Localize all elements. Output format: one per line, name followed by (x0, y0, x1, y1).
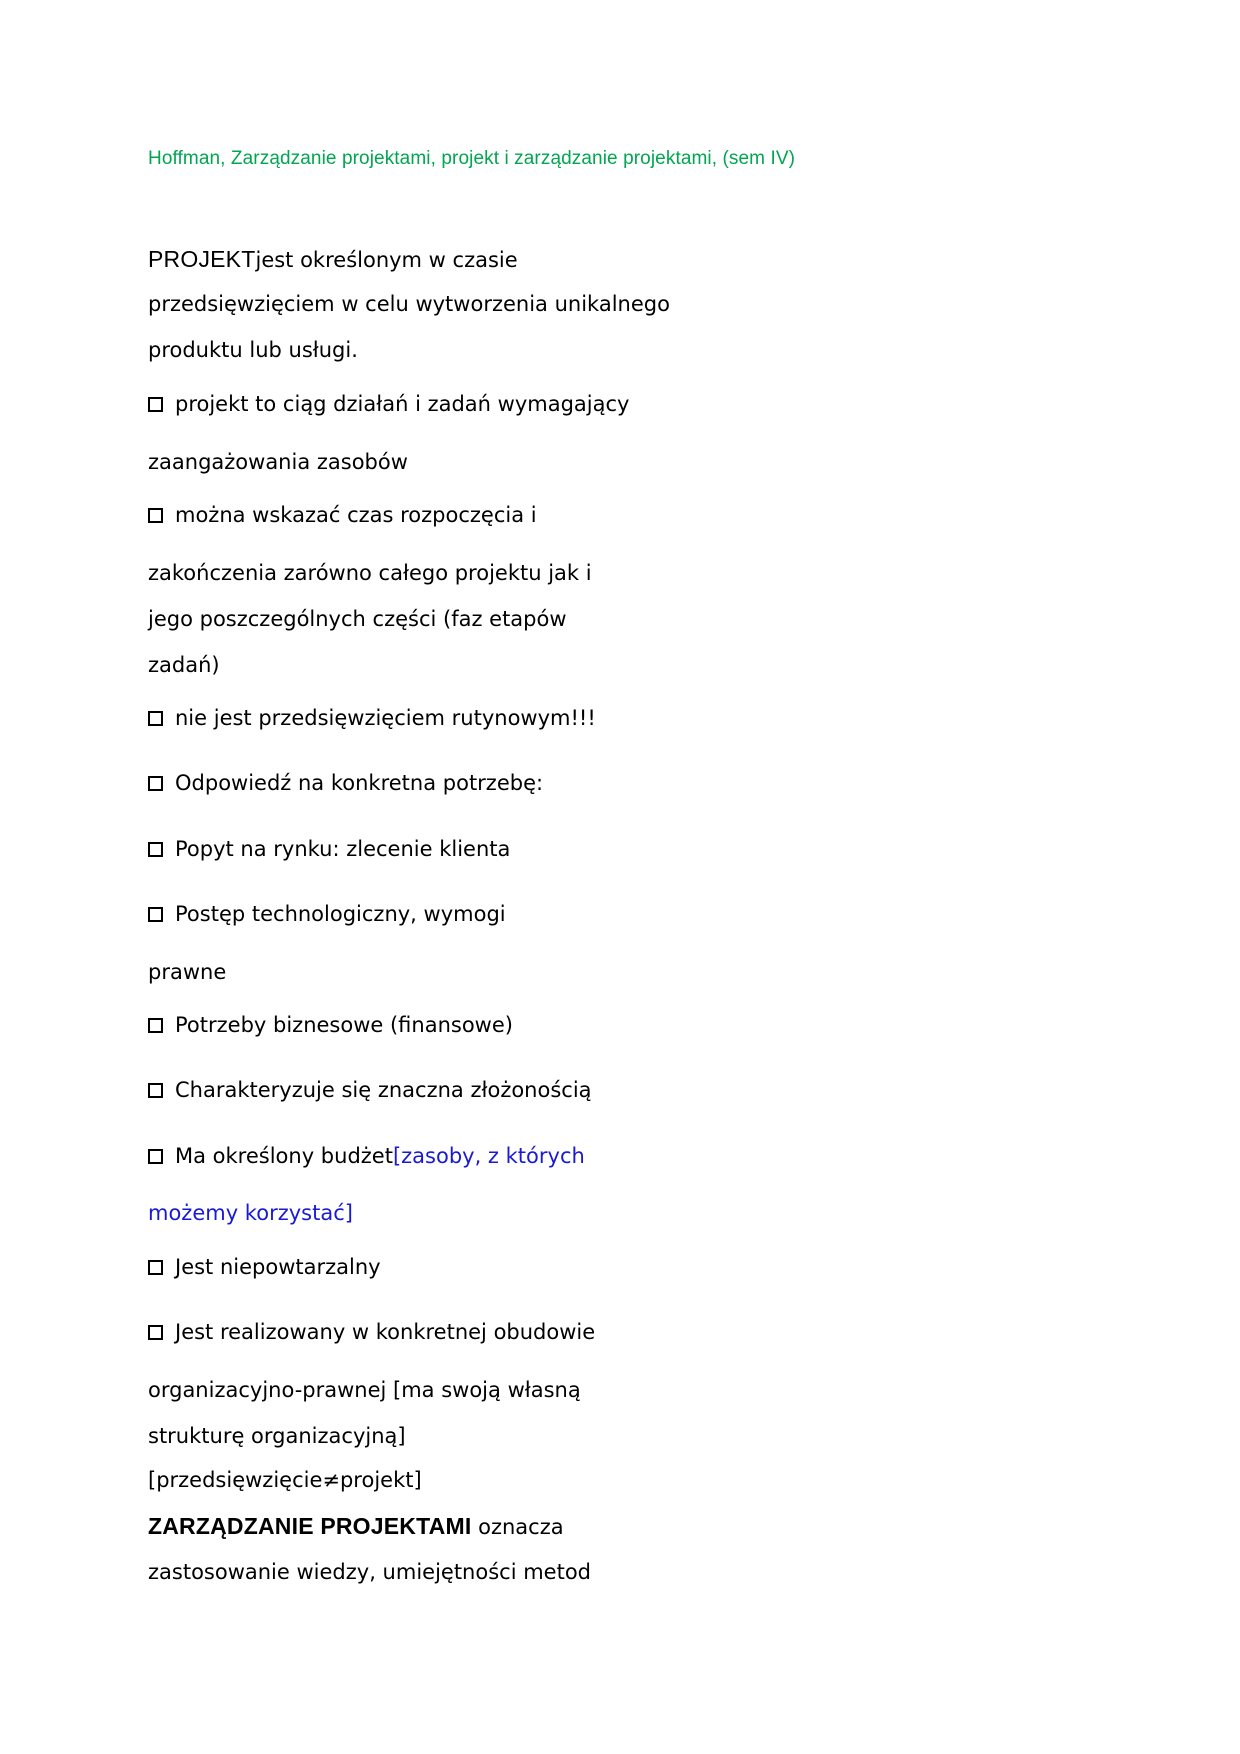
document-header: Hoffman, Zarządzanie projektami, projekt i zarządzanie projektami, (sem IV) (148, 148, 796, 169)
checkbox-icon (148, 1260, 163, 1275)
list-item-text: Postęp technologiczny, wymogi (175, 902, 506, 926)
list-item-continuation: zadań) (148, 653, 220, 677)
list-item-highlight: [zasoby, z których (392, 1144, 585, 1168)
list-item-text: projekt to ciąg działań i zadań wymagający (175, 392, 630, 416)
list-item-text: Jest niepowtarzalny (175, 1255, 381, 1279)
list-item (148, 839, 510, 860)
list-item-text: Popyt na rynku: zlecenie klienta (175, 837, 511, 861)
projekt-definition-line-2: przedsięwzięciem w celu wytworzenia unikalnego (148, 292, 670, 316)
checkbox-icon (148, 1325, 163, 1340)
checkbox-icon (148, 508, 163, 523)
checkbox-icon (148, 711, 163, 726)
list-item (148, 505, 537, 526)
checkbox-icon (148, 1149, 163, 1164)
list-item (148, 1015, 513, 1036)
checkbox-icon (148, 776, 163, 791)
checkbox-icon (148, 397, 163, 412)
zarzadzanie-term: ZARZĄDZANIE PROJEKTAMI (148, 1513, 472, 1539)
projekt-definition-line-1 (148, 248, 518, 271)
list-item (148, 1257, 381, 1278)
list-item-continuation: zakończenia zarówno całego projektu jak i (148, 561, 592, 585)
checkbox-icon (148, 907, 163, 922)
list-item (148, 1080, 592, 1101)
checkbox-icon (148, 1083, 163, 1098)
projekt-term: PROJEKT (148, 246, 256, 272)
zarzadzanie-definition-line-1 (148, 1515, 564, 1538)
list-item-text: Jest realizowany w konkretnej obudowie (175, 1320, 596, 1344)
list-item (148, 1146, 585, 1167)
list-item-text: Potrzeby biznesowe (finansowe) (175, 1013, 513, 1037)
zarzadzanie-definition-line-2: zastosowanie wiedzy, umiejętności metod (148, 1560, 591, 1584)
checkbox-icon (148, 1018, 163, 1033)
list-item (148, 708, 596, 729)
list-item-text: Odpowiedź na konkretna potrzebę: (175, 771, 544, 795)
checkbox-icon (148, 842, 163, 857)
list-item-highlight-continuation: możemy korzystać] (148, 1201, 353, 1225)
zarzadzanie-definition-text: oznacza (471, 1515, 564, 1539)
list-item (148, 904, 506, 925)
list-item-continuation: organizacyjno-prawnej [ma swoją własną (148, 1378, 581, 1402)
list-item-continuation: strukturę organizacyjną] (148, 1424, 406, 1448)
list-item (148, 394, 629, 415)
list-item (148, 773, 543, 794)
list-item (148, 1322, 595, 1343)
list-item-continuation: zaangażowania zasobów (148, 450, 408, 474)
list-item-text: Charakteryzuje się znaczna złożonością (175, 1078, 592, 1102)
list-item-text: nie jest przedsięwzięciem rutynowym!!! (175, 706, 596, 730)
list-item-continuation: [przedsięwzięcie≠projekt] (148, 1468, 422, 1492)
list-item-text: Ma określony budżet (175, 1144, 393, 1168)
projekt-definition-line-3: produktu lub usługi. (148, 338, 358, 362)
list-item-continuation: prawne (148, 960, 227, 984)
projekt-definition-text: jest określonym w czasie (255, 248, 518, 272)
list-item-continuation: jego poszczególnych części (faz etapów (148, 607, 567, 631)
list-item-text: można wskazać czas rozpoczęcia i (175, 503, 537, 527)
